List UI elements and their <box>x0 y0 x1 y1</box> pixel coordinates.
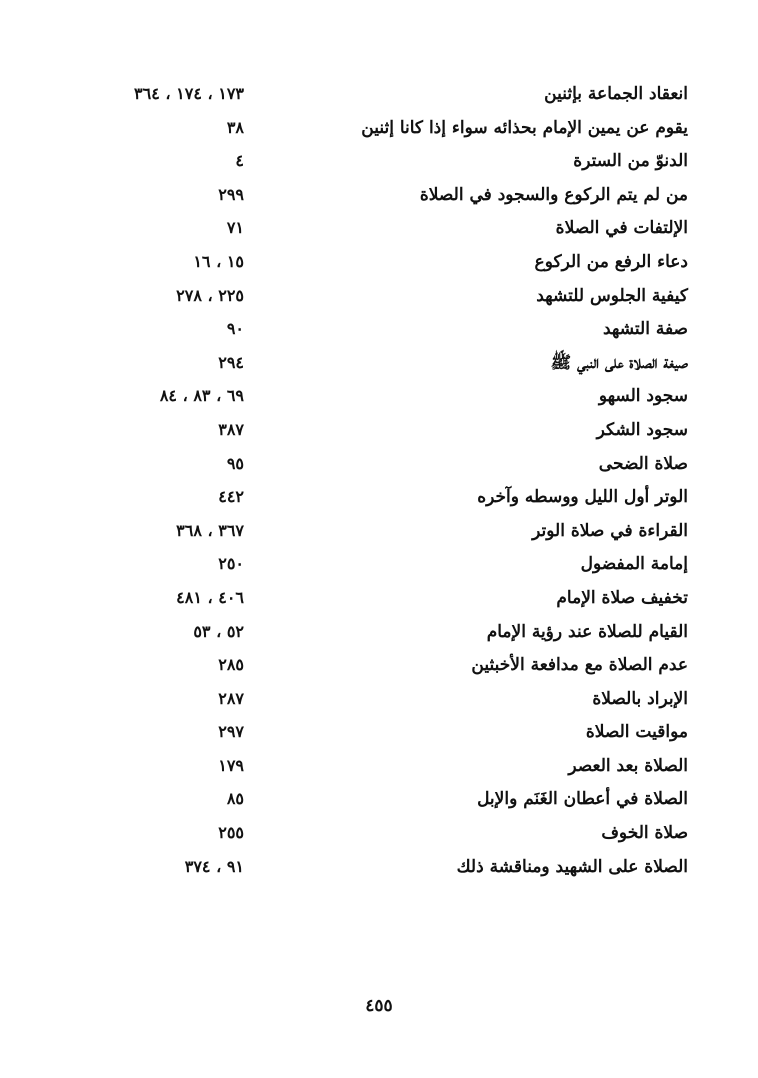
index-entry <box>0 483 758 517</box>
index-entry <box>0 349 758 383</box>
entry-pages: ٤ <box>235 151 244 171</box>
entry-pages: ٦٩ ، ٨٣ ، ٨٤ <box>159 386 244 406</box>
entry-topic: القيام للصلاة عند رؤية الإمام <box>486 621 688 642</box>
entry-pages: ١٧٣ ، ١٧٤ ، ٣٦٤ <box>134 84 244 103</box>
index-entry <box>0 248 758 282</box>
entry-topic: مواقيت الصلاة <box>585 722 688 743</box>
entry-pages: ٣٦٧ ، ٣٦٨ <box>176 520 244 540</box>
index-entry <box>0 382 758 416</box>
entry-topic: الصلاة في أعطان الغَنَم والإبل <box>477 789 688 810</box>
entry-pages: ٩١ ، ٣٧٤ <box>184 856 244 876</box>
index-entry <box>0 416 758 450</box>
index-entry <box>0 618 758 652</box>
entry-topic: الدنوّ من السترة <box>573 151 688 172</box>
index-entry <box>0 718 758 752</box>
index-entry <box>0 315 758 349</box>
entry-pages: ٢٩٤ <box>218 352 244 372</box>
index-entry <box>0 214 758 248</box>
entry-topic: الإبراد بالصلاة <box>592 688 688 709</box>
entry-topic: صلاة الخوف <box>601 823 688 844</box>
index-entry <box>0 651 758 685</box>
entry-topic: الصلاة بعد العصر <box>568 755 688 776</box>
entry-topic: القراءة في صلاة الوتر <box>532 520 688 541</box>
entry-topic: الإلتفات في الصلاة <box>555 218 688 239</box>
index-entry <box>0 584 758 618</box>
index-entry <box>0 282 758 316</box>
index-entry <box>0 819 758 853</box>
entry-topic: الصلاة على الشهيد ومناقشة ذلك <box>456 856 688 877</box>
entry-pages: ٤٤٢ <box>218 487 244 507</box>
entry-pages: ٩٥ <box>226 453 244 473</box>
entry-topic: تخفيف صلاة الإمام <box>556 587 688 608</box>
index-list <box>0 80 758 886</box>
index-entry <box>0 114 758 148</box>
entry-pages: ٢٨٧ <box>218 688 244 708</box>
entry-topic: صيغة الصلاة على النبي ﷺ <box>550 352 688 373</box>
entry-topic: سجود السهو <box>598 386 688 407</box>
index-entry <box>0 853 758 887</box>
index-entry <box>0 80 758 114</box>
entry-topic: الوتر أول الليل ووسطه وآخره <box>477 487 688 508</box>
index-entry <box>0 147 758 181</box>
entry-topic: كيفية الجلوس للتشهد <box>536 285 688 306</box>
entry-topic: صفة التشهد <box>602 319 688 340</box>
entry-topic: يقوم عن يمين الإمام بحذائه سواء إذا كانا إثنين <box>361 117 688 138</box>
entry-pages: ٧١ <box>226 218 244 238</box>
entry-pages: ٢٥٥ <box>218 823 244 843</box>
entry-pages: ٢٢٥ ، ٢٧٨ <box>176 285 244 305</box>
entry-pages: ٢٨٥ <box>218 655 244 675</box>
index-entry <box>0 550 758 584</box>
entry-pages: ٣٨٧ <box>218 419 244 439</box>
entry-pages: ٢٩٩ <box>218 184 244 204</box>
entry-pages: ١٧٩ <box>218 755 244 775</box>
entry-topic: انعقاد الجماعة بإثنين <box>544 84 688 104</box>
index-entry <box>0 785 758 819</box>
entry-pages: ٨٥ <box>226 789 244 809</box>
entry-pages: ٤٠٦ ، ٤٨١ <box>176 587 244 607</box>
entry-topic: دعاء الرفع من الركوع <box>534 251 688 272</box>
entry-topic: صلاة الضحى <box>598 453 688 474</box>
index-entry <box>0 517 758 551</box>
page-number: ٤٥٥ <box>365 996 393 1016</box>
entry-pages: ٥٢ ، ٥٣ <box>193 621 244 641</box>
index-entry <box>0 450 758 484</box>
entry-pages: ٣٨ <box>226 117 244 137</box>
index-entry <box>0 752 758 786</box>
index-entry <box>0 685 758 719</box>
entry-pages: ٩٠ <box>226 319 244 339</box>
index-entry <box>0 181 758 215</box>
entry-topic: إمامة المفضول <box>580 554 688 575</box>
entry-topic: سجود الشكر <box>596 419 688 440</box>
entry-pages: ١٥ ، ١٦ <box>193 251 244 271</box>
entry-pages: ٢٥٠ <box>218 554 244 574</box>
entry-topic: من لم يتم الركوع والسجود في الصلاة <box>419 184 688 205</box>
entry-topic: عدم الصلاة مع مدافعة الأخبثين <box>471 655 688 676</box>
entry-pages: ٢٩٧ <box>218 722 244 742</box>
